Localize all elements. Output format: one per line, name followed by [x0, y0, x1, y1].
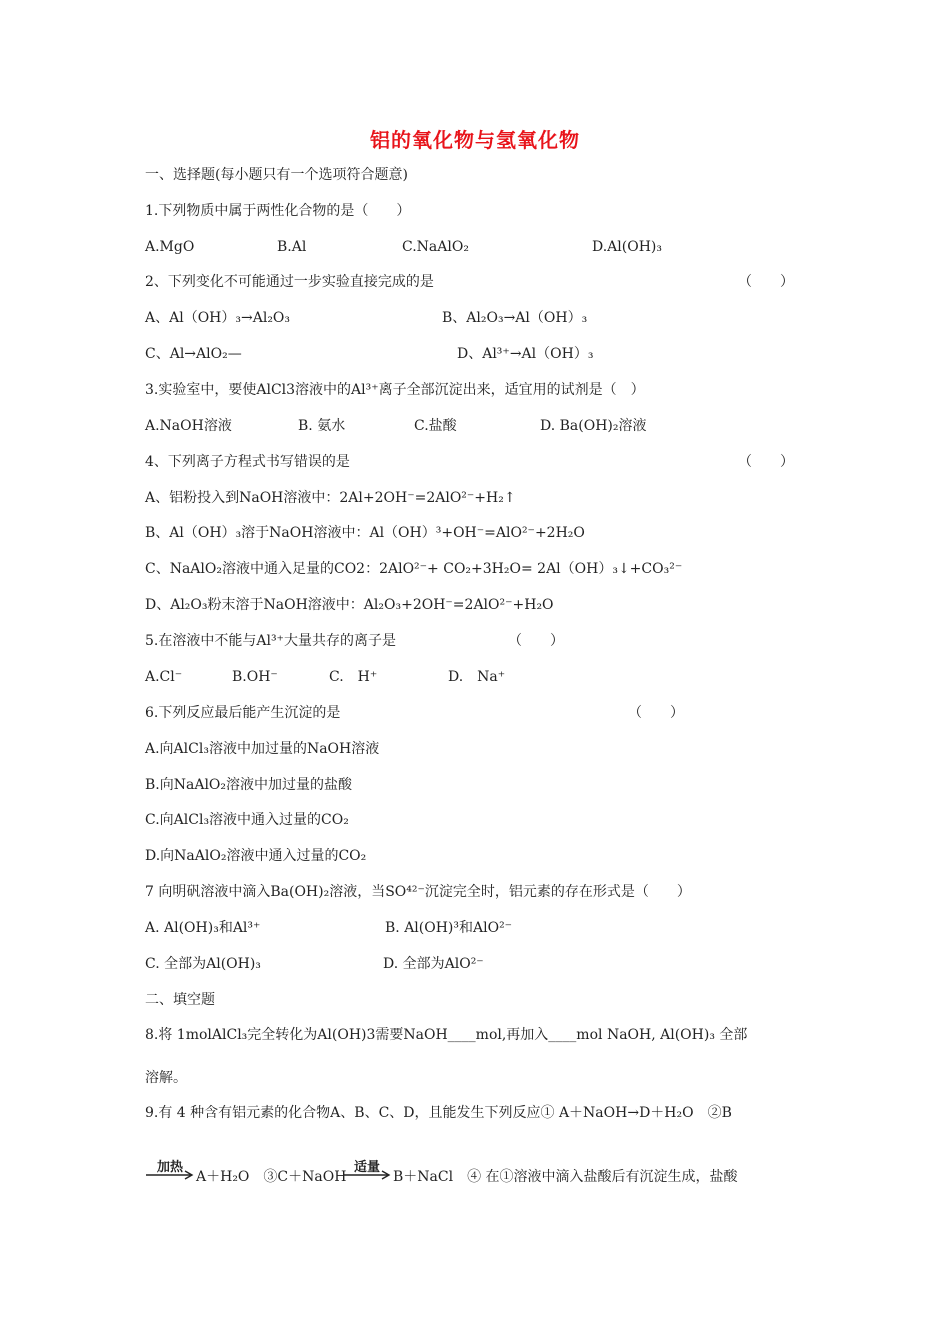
question-9-segment-2: B＋NaCl ④ 在①溶液中滴入盐酸后有沉淀生成，盐酸	[393, 1169, 738, 1185]
question-4-stem: 4、下列离子方程式书写错误的是	[145, 454, 350, 470]
q6-option-c: C.向AlCl₃溶液中通入过量的CO₂	[145, 812, 349, 828]
q4-answer-paren: （ ）	[738, 454, 794, 470]
reaction-arrow-proper-amount	[342, 1156, 392, 1184]
question-3-stem: 3.实验室中，要使AlCl3溶液中的Al³⁺离子全部沉淀出来，适宜用的试剂是（ ）	[145, 382, 645, 398]
q5-option-b: B.OH⁻	[232, 669, 278, 685]
reaction-arrow-heat	[145, 1156, 195, 1184]
question-9-line-1: 9.有 4 种含有铝元素的化合物A、B、C、D，且能发生下列反应① A＋NaOH→D＋H₂O ②B	[145, 1105, 732, 1121]
question-9-segment-1: A＋H₂O ③C＋NaOH	[196, 1169, 347, 1185]
q1-option-a: A.MgO	[145, 239, 195, 255]
q2-option-b: B、Al₂O₃→Al（OH）₃	[442, 310, 588, 326]
q2-option-d: D、Al³⁺→Al（OH）₃	[457, 346, 594, 362]
q1-option-d: D.Al(OH)₃	[592, 239, 662, 255]
q5-option-d: D. Na⁺	[448, 669, 506, 685]
right-arrow-icon	[145, 1170, 195, 1180]
q5-option-a: A.Cl⁻	[145, 669, 183, 685]
arrow-label-proper-amount: 适量	[353, 1160, 380, 1175]
q1-option-c: C.NaAlO₂	[402, 239, 469, 255]
q5-answer-paren: （ ）	[508, 633, 564, 649]
q3-option-a: A.NaOH溶液	[145, 418, 232, 434]
q7-option-a: A. Al(OH)₃和Al³⁺	[145, 920, 261, 936]
question-5-stem: 5.在溶液中不能与Al³⁺大量共存的离子是	[145, 633, 396, 649]
question-1-stem: 1.下列物质中属于两性化合物的是（ ）	[145, 203, 411, 219]
q2-option-a: A、Al（OH）₃→Al₂O₃	[145, 310, 291, 326]
question-7-stem: 7 向明矾溶液中滴入Ba(OH)₂溶液，当SO⁴²⁻沉淀完全时，铝元素的存在形式是（ ）	[145, 884, 691, 900]
q4-option-c: C、NaAlO₂溶液中通入足量的CO2：2AlO²⁻+ CO₂+3H₂O= 2Al（OH）₃↓+CO₃²⁻	[145, 561, 683, 577]
q2-answer-paren: （ ）	[738, 274, 794, 290]
q4-option-d: D、Al₂O₃粉末溶于NaOH溶液中：Al₂O₃+2OH⁻=2AlO²⁻+H₂O	[145, 597, 554, 613]
q2-option-c: C、Al→AlO₂—	[145, 346, 242, 362]
q4-option-a: A、铝粉投入到NaOH溶液中：2Al+2OH⁻=2AlO²⁻+H₂↑	[145, 490, 516, 506]
q6-option-a: A.向AlCl₃溶液中加过量的NaOH溶液	[145, 741, 380, 757]
q6-option-b: B.向NaAlO₂溶液中加过量的盐酸	[145, 777, 353, 793]
q3-option-c: C.盐酸	[414, 418, 457, 434]
question-8-line-2: 溶解。	[145, 1070, 187, 1086]
q7-option-d: D. 全部为AlO²⁻	[383, 956, 484, 972]
question-2-stem: 2、下列变化不可能通过一步实验直接完成的是	[145, 274, 434, 290]
section-heading-choice: 一、选择题(每小题只有一个选项符合题意)	[145, 167, 408, 183]
q4-option-b: B、Al（OH）₃溶于NaOH溶液中：Al（OH）³+OH⁻=AlO²⁻+2H₂O	[145, 525, 585, 541]
q5-option-c: C. H⁺	[329, 669, 378, 685]
q3-option-d: D. Ba(OH)₂溶液	[540, 418, 647, 434]
page-title: 铝的氧化物与氢氧化物	[370, 128, 580, 152]
q7-option-c: C. 全部为Al(OH)₃	[145, 956, 261, 972]
q7-option-b: B. Al(OH)³和AlO²⁻	[385, 920, 513, 936]
right-arrow-icon	[342, 1170, 392, 1180]
q6-answer-paren: （ ）	[628, 705, 684, 721]
q1-option-b: B.Al	[277, 239, 307, 255]
q6-option-d: D.向NaAlO₂溶液中通入过量的CO₂	[145, 848, 367, 864]
arrow-label-heat: 加热	[156, 1160, 183, 1175]
question-8-line-1: 8.将 1molAlCl₃完全转化为Al(OH)3需要NaOH____mol,再加入____mol NaOH, Al(OH)₃ 全部	[145, 1027, 748, 1043]
q3-option-b: B. 氨水	[298, 418, 346, 434]
section-heading-fill: 二、填空题	[145, 992, 215, 1008]
question-6-stem: 6.下列反应最后能产生沉淀的是	[145, 705, 341, 721]
